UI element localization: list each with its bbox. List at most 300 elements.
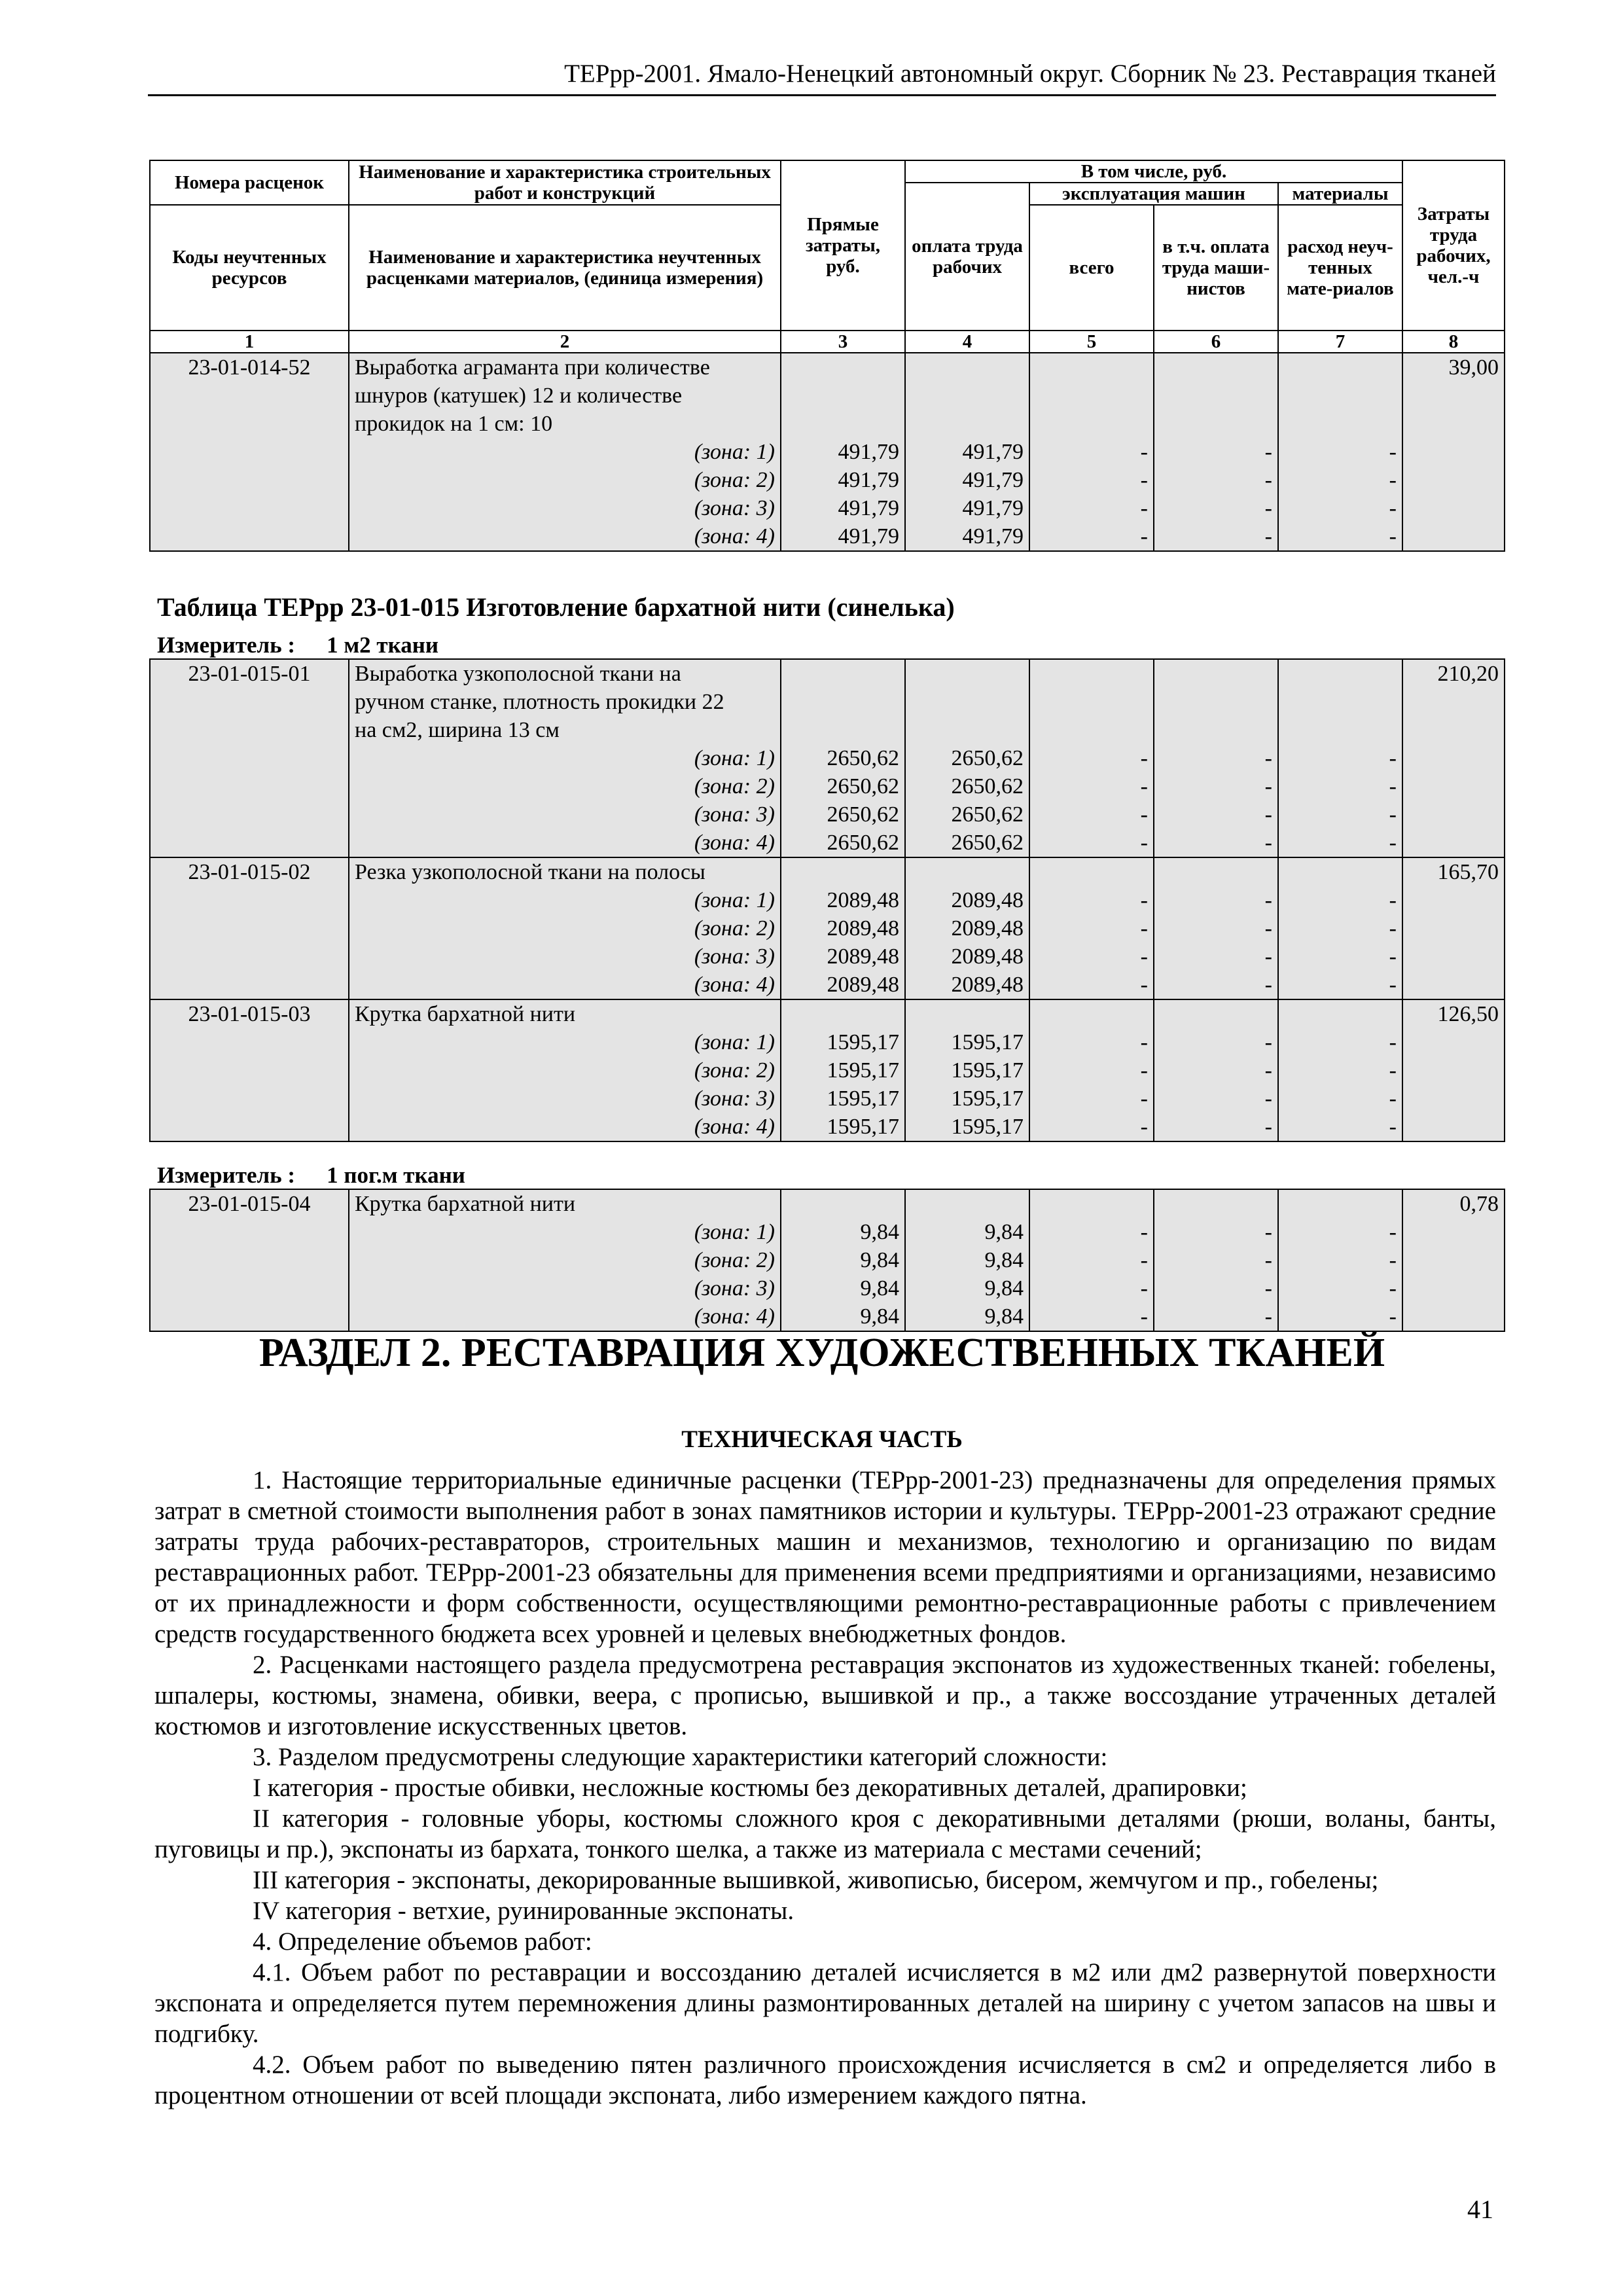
table-row [150,522,1505,551]
machines-total: - [1029,1246,1154,1274]
rate-name: Крутка бархатной нити [349,1189,781,1218]
zone-label: (зона: 4) [349,829,781,857]
running-header: ТЕРрр-2001. Ямало-Ненецкий автономный округ. Сборник № 23. Реставрация тканей [148,58,1496,96]
machinist-wage: - [1154,914,1278,942]
empty-cell [1402,1056,1505,1085]
material-use: - [1278,1302,1402,1331]
machinist-wage: - [1154,772,1278,800]
empty-cell [1278,857,1402,886]
table-header [150,160,1505,353]
col-materials: материалы [1278,183,1402,205]
wage-cost: 9,84 [905,1246,1029,1274]
empty-cell [1278,410,1402,438]
zone-label: (зона: 1) [349,744,781,772]
col-mat-use: расход неуч-тенных мате-риалов [1278,205,1402,331]
direct-cost: 2089,48 [781,942,905,971]
col-num-label: Номера расценок [150,160,349,205]
empty-cell [1402,1085,1505,1113]
direct-cost: 2650,62 [781,744,905,772]
rate-code-empty [150,886,349,914]
zone-label: (зона: 1) [349,1028,781,1056]
table-row [150,1218,1505,1246]
zone-label: (зона: 3) [349,494,781,522]
table-row [150,942,1505,971]
wage-cost: 491,79 [905,522,1029,551]
zone-label: (зона: 4) [349,1302,781,1331]
rate-name: ручном станке, плотность прокидки 22 [349,688,781,716]
direct-cost: 2650,62 [781,829,905,857]
direct-cost: 9,84 [781,1218,905,1246]
col-mat-name-label: Наименование и характеристика неучтенных расценками материалов, (единица измерения) [349,205,781,331]
material-use: - [1278,1085,1402,1113]
material-use: - [1278,1246,1402,1274]
col-direct: Прямые затраты, руб. [781,160,905,331]
zone-label: (зона: 3) [349,1274,781,1302]
table-row [150,716,1505,744]
empty-cell [781,353,905,382]
zone-label: (зона: 4) [349,1113,781,1141]
empty-cell [1029,659,1154,688]
machinist-wage: - [1154,971,1278,999]
machines-total: - [1029,1218,1154,1246]
machinist-wage: - [1154,1246,1278,1274]
measure-unit-2 [157,1162,465,1189]
empty-cell [1154,659,1278,688]
col-codes-label: Коды неучтенных ресурсов [150,205,349,331]
empty-cell [905,353,1029,382]
rate-code-empty [150,1274,349,1302]
machines-total: - [1029,1056,1154,1085]
machines-total: - [1029,1113,1154,1141]
direct-cost: 491,79 [781,466,905,494]
rate-code-empty [150,829,349,857]
machinist-wage: - [1154,1302,1278,1331]
paragraph: 4.1. Объем работ по реставрации и воссозданию деталей исчисляется в м2 или дм2 развернутой поверхности экспоната и определяется путем перемножения длины размонтированных деталей на ширину с учетом запасов на швы и подгибку. [154,1958,1496,2048]
zone-label: (зона: 1) [349,886,781,914]
rates-table-m2 [149,658,1505,1142]
paragraph: 3. Разделом предусмотрены следующие характеристики категорий сложности: [253,1743,1108,1771]
empty-cell [1402,688,1505,716]
empty-cell [781,716,905,744]
material-use: - [1278,1113,1402,1141]
empty-cell [1402,1028,1505,1056]
paragraph: III категория - экспонаты, декорированные вышивкой, живописью, бисером, жемчугом и пр., гобелены; [253,1866,1379,1894]
table-title: Таблица ТЕРрр 23-01-015 Изготовление бархатной нити (синелька) [157,592,955,622]
wage-cost: 2089,48 [905,942,1029,971]
labor-value: 165,70 [1402,857,1505,886]
paragraph: I категория - простые обивки, несложные костюмы без декоративных деталей, драпировки; [253,1774,1247,1802]
rate-code-empty [150,914,349,942]
wage-cost: 2650,62 [905,744,1029,772]
direct-cost: 2089,48 [781,971,905,999]
col-total: всего [1029,205,1154,331]
rate-name: Выработка аграманта при количестве [349,353,781,382]
table-row [150,1246,1505,1274]
machines-total: - [1029,971,1154,999]
material-use: - [1278,494,1402,522]
labor-value: 126,50 [1402,999,1505,1028]
machines-total: - [1029,438,1154,466]
machinist-wage: - [1154,1113,1278,1141]
wage-cost: 491,79 [905,466,1029,494]
empty-cell [1154,353,1278,382]
table-row [150,999,1505,1028]
empty-cell [1402,800,1505,829]
wage-cost: 1595,17 [905,1056,1029,1085]
col-name-label: Наименование и характеристика строительных работ и конструкций [349,160,781,205]
empty-cell [1278,688,1402,716]
direct-cost: 2650,62 [781,772,905,800]
table-row [150,659,1505,688]
material-use: - [1278,914,1402,942]
machines-total: - [1029,494,1154,522]
zone-label: (зона: 2) [349,1056,781,1085]
col-number: 4 [905,331,1029,353]
empty-cell [1154,999,1278,1028]
empty-cell [1278,353,1402,382]
empty-cell [1154,857,1278,886]
rate-code-empty [150,438,349,466]
machines-total: - [1029,1085,1154,1113]
col-labor: Затраты труда рабочих, чел.-ч [1402,160,1505,331]
machines-total: - [1029,1302,1154,1331]
wage-cost: 2089,48 [905,886,1029,914]
rate-code-empty [150,1085,349,1113]
rate-name: Выработка узкополосной ткани на [349,659,781,688]
technical-text [154,1465,1496,2111]
machines-total: - [1029,744,1154,772]
empty-cell [1154,410,1278,438]
material-use: - [1278,772,1402,800]
empty-cell [1029,410,1154,438]
direct-cost: 2089,48 [781,914,905,942]
empty-cell [1029,716,1154,744]
zone-label: (зона: 4) [349,971,781,999]
machinist-wage: - [1154,522,1278,551]
empty-cell [1029,999,1154,1028]
material-use: - [1278,886,1402,914]
section-subtitle: ТЕХНИЧЕСКАЯ ЧАСТЬ [681,1426,963,1453]
machinist-wage: - [1154,800,1278,829]
machinist-wage: - [1154,1028,1278,1056]
machines-total: - [1029,829,1154,857]
rate-code-empty [150,466,349,494]
material-use: - [1278,1056,1402,1085]
rate-code-empty [150,1056,349,1085]
empty-cell [905,716,1029,744]
empty-cell [905,999,1029,1028]
rate-code-empty [150,971,349,999]
table-row [150,688,1505,716]
empty-cell [781,999,905,1028]
col-number: 3 [781,331,905,353]
empty-cell [781,659,905,688]
machines-total: - [1029,1028,1154,1056]
direct-cost: 491,79 [781,494,905,522]
table-row [150,914,1505,942]
direct-cost: 1595,17 [781,1113,905,1141]
empty-cell [1278,659,1402,688]
material-use: - [1278,1218,1402,1246]
paragraph: 4.2. Объем работ по выведению пятен различного происхождения исчисляется в см2 и определяется либо в процентном отношении от всей площади экспоната, либо измерением каждого пятна. [154,2051,1496,2109]
empty-cell [905,688,1029,716]
wage-cost: 491,79 [905,438,1029,466]
empty-cell [1154,716,1278,744]
labor-value: 39,00 [1402,353,1505,382]
machines-total: - [1029,914,1154,942]
col-number: 6 [1154,331,1278,353]
wage-cost: 2650,62 [905,829,1029,857]
rate-code: 23-01-015-02 [150,857,349,886]
material-use: - [1278,1274,1402,1302]
col-machinist: в т.ч. оплата труда маши-нистов [1154,205,1278,331]
direct-cost: 1595,17 [781,1056,905,1085]
table-row [150,1056,1505,1085]
rate-code-empty [150,382,349,410]
empty-cell [1278,382,1402,410]
machines-total: - [1029,942,1154,971]
zone-label: (зона: 2) [349,466,781,494]
zone-label: (зона: 3) [349,1085,781,1113]
table-row [150,410,1505,438]
table-row [150,1274,1505,1302]
rate-name: Резка узкополосной ткани на полосы [349,857,781,886]
empty-cell [1402,1218,1505,1246]
rate-code-empty [150,1113,349,1141]
direct-cost: 491,79 [781,438,905,466]
machinist-wage: - [1154,829,1278,857]
empty-cell [905,1189,1029,1218]
empty-cell [781,410,905,438]
table-row [150,1028,1505,1056]
rates-table-top [149,160,1505,552]
machinist-wage: - [1154,494,1278,522]
measure-unit: 1 м2 ткани [327,632,439,658]
empty-cell [1402,382,1505,410]
empty-cell [1154,688,1278,716]
material-use: - [1278,744,1402,772]
direct-cost: 9,84 [781,1274,905,1302]
wage-cost: 1595,17 [905,1085,1029,1113]
rate-code-empty [150,1218,349,1246]
machines-total: - [1029,772,1154,800]
empty-cell [905,382,1029,410]
empty-cell [905,857,1029,886]
empty-cell [1402,466,1505,494]
table-row [150,800,1505,829]
rate-code-empty [150,800,349,829]
empty-cell [1029,1189,1154,1218]
material-use: - [1278,800,1402,829]
empty-cell [1402,410,1505,438]
machinist-wage: - [1154,438,1278,466]
table-row [150,744,1505,772]
table-row [150,382,1505,410]
empty-cell [1402,1302,1505,1331]
rate-code-empty [150,744,349,772]
direct-cost: 9,84 [781,1246,905,1274]
material-use: - [1278,522,1402,551]
empty-cell [1402,971,1505,999]
table-row [150,971,1505,999]
empty-cell [1029,857,1154,886]
table-row [150,438,1505,466]
empty-cell [781,688,905,716]
measure-label: Измеритель : [157,1162,296,1188]
direct-cost: 1595,17 [781,1085,905,1113]
paragraph: IV категория - ветхие, руинированные экспонаты. [253,1897,794,1925]
rate-code-empty [150,494,349,522]
empty-cell [1402,522,1505,551]
col-wage: оплата труда рабочих [905,183,1029,331]
empty-cell [905,659,1029,688]
table-row [150,494,1505,522]
empty-cell [1278,999,1402,1028]
machinist-wage: - [1154,1085,1278,1113]
zone-label: (зона: 2) [349,914,781,942]
empty-cell [1154,1189,1278,1218]
machinist-wage: - [1154,1274,1278,1302]
material-use: - [1278,1028,1402,1056]
machines-total: - [1029,466,1154,494]
empty-cell [781,382,905,410]
empty-cell [1029,353,1154,382]
rate-code-empty [150,410,349,438]
paragraph: II категория - головные уборы, костюмы сложного кроя с декоративными деталями (рюши, воланы, банты, пуговицы и пр.), экспонаты из бархата, тонкого шелка, а также из материала с местами сечений; [154,1804,1496,1863]
empty-cell [1154,382,1278,410]
rate-code: 23-01-015-03 [150,999,349,1028]
wage-cost: 9,84 [905,1302,1029,1331]
empty-cell [1402,494,1505,522]
direct-cost: 1595,17 [781,1028,905,1056]
measure-label: Измеритель : [157,632,296,658]
table-row [150,466,1505,494]
rate-name: на см2, ширина 13 см [349,716,781,744]
col-number: 8 [1402,331,1505,353]
machines-total: - [1029,886,1154,914]
rate-name: прокидок на 1 см: 10 [349,410,781,438]
table-row [150,772,1505,800]
machinist-wage: - [1154,1056,1278,1085]
zone-label: (зона: 1) [349,438,781,466]
material-use: - [1278,438,1402,466]
labor-value: 210,20 [1402,659,1505,688]
wage-cost: 491,79 [905,494,1029,522]
material-use: - [1278,971,1402,999]
machinist-wage: - [1154,886,1278,914]
table-row [150,886,1505,914]
direct-cost: 9,84 [781,1302,905,1331]
material-use: - [1278,829,1402,857]
zone-label: (зона: 2) [349,772,781,800]
table-row [150,1113,1505,1141]
empty-cell [1402,1274,1505,1302]
zone-label: (зона: 3) [349,942,781,971]
machinist-wage: - [1154,466,1278,494]
empty-cell [1402,744,1505,772]
rates-table-pog-m [149,1189,1505,1332]
rate-code-empty [150,688,349,716]
empty-cell [1029,382,1154,410]
measure-unit: 1 пог.м ткани [327,1162,465,1188]
wage-cost: 2089,48 [905,914,1029,942]
col-incl: В том числе, руб. [905,160,1402,183]
empty-cell [781,857,905,886]
empty-cell [1402,829,1505,857]
machinist-wage: - [1154,744,1278,772]
empty-cell [1402,914,1505,942]
wage-cost: 1595,17 [905,1028,1029,1056]
wage-cost: 2089,48 [905,971,1029,999]
empty-cell [905,410,1029,438]
empty-cell [1278,1189,1402,1218]
empty-cell [1402,716,1505,744]
empty-cell [1402,1246,1505,1274]
machines-total: - [1029,1274,1154,1302]
empty-cell [1278,716,1402,744]
zone-label: (зона: 1) [349,1218,781,1246]
col-number: 2 [349,331,781,353]
zone-label: (зона: 4) [349,522,781,551]
wage-cost: 9,84 [905,1218,1029,1246]
empty-cell [1402,1113,1505,1141]
empty-cell [1029,688,1154,716]
col-number: 5 [1029,331,1154,353]
paragraph: 1. Настоящие территориальные единичные расценки (ТЕРрр-2001-23) предназначены для определения прямых затрат в сметной стоимости выполнения работ в зонах памятников истории и культуры. ТЕРрр-2001-23 отражают средние затраты труда рабочих-реставраторов, строительных машин и механизмов, технологию и организацию по видам реставрационных работ. ТЕРрр-2001-23 обязательны для применения всеми предприятиями и организациями, независимо от их принадлежности и форм собственности, осуществляющими ремонтно-реставрационные работы с привлечением средств государственного бюджета всех уровней и целевых внебюджетных фондов. [154,1466,1496,1648]
col-machines: эксплуатация машин [1029,183,1278,205]
rate-code-empty [150,522,349,551]
table-row [150,1085,1505,1113]
empty-cell [1402,438,1505,466]
table-row [150,1189,1505,1218]
table-row [150,353,1505,382]
empty-cell [1402,886,1505,914]
zone-label: (зона: 3) [349,800,781,829]
rate-name: Крутка бархатной нити [349,999,781,1028]
rate-code: 23-01-014-52 [150,353,349,382]
page-number: 41 [1467,2195,1493,2224]
material-use: - [1278,466,1402,494]
zone-label: (зона: 2) [349,1246,781,1274]
rate-code: 23-01-015-01 [150,659,349,688]
wage-cost: 9,84 [905,1274,1029,1302]
machinist-wage: - [1154,1218,1278,1246]
wage-cost: 2650,62 [905,800,1029,829]
rate-code-empty [150,772,349,800]
material-use: - [1278,942,1402,971]
empty-cell [1402,772,1505,800]
machines-total: - [1029,800,1154,829]
empty-cell [781,1189,905,1218]
machinist-wage: - [1154,942,1278,971]
direct-cost: 2089,48 [781,886,905,914]
labor-value: 0,78 [1402,1189,1505,1218]
rate-code-empty [150,1246,349,1274]
paragraph: 4. Определение объемов работ: [253,1928,592,1956]
wage-cost: 2650,62 [905,772,1029,800]
direct-cost: 491,79 [781,522,905,551]
rate-code-empty [150,942,349,971]
table-row [150,857,1505,886]
rate-code-empty [150,1302,349,1331]
empty-cell [1402,942,1505,971]
measure-unit-1 [157,632,438,658]
table-row [150,1302,1505,1331]
table-row [150,829,1505,857]
rate-name: шнуров (катушек) 12 и количестве [349,382,781,410]
section-title: РАЗДЕЛ 2. РЕСТАВРАЦИЯ ХУДОЖЕСТВЕННЫХ ТКАНЕЙ [259,1331,1385,1375]
rate-code-empty [150,716,349,744]
